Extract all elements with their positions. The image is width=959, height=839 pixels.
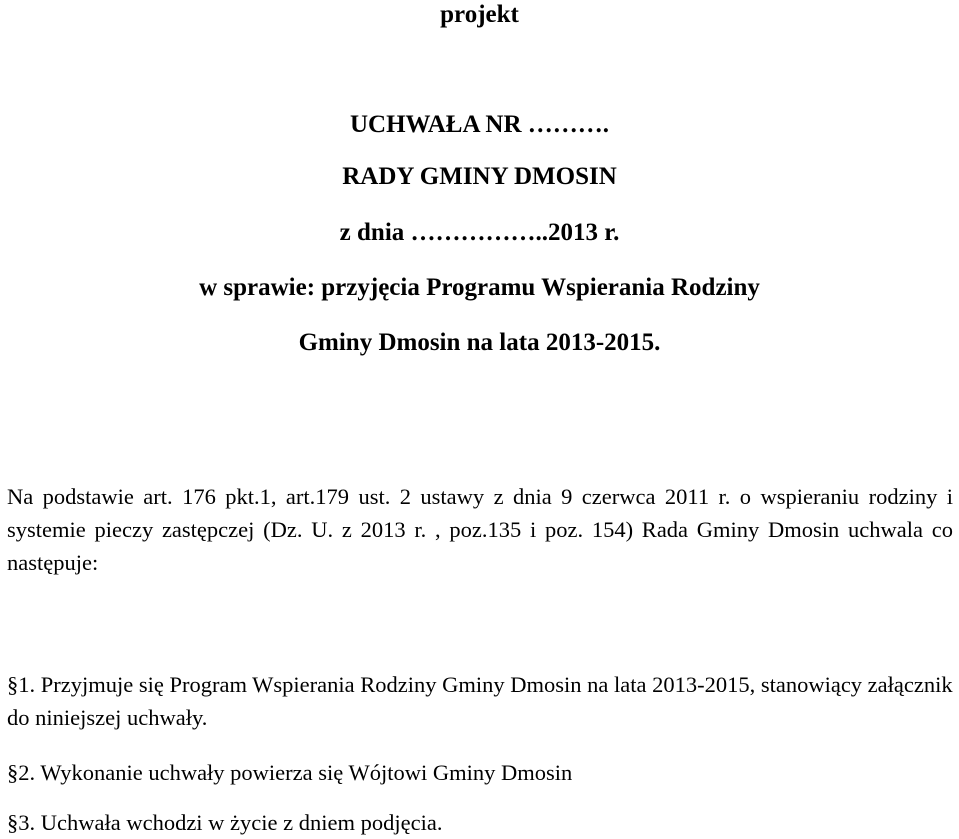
- section-1-paragraph: §1. Przyjmuje się Program Wspierania Rodziny Gminy Dmosin na lata 2013-2015, stanowiący załącznik do niniejszej uchwały.: [7, 672, 953, 730]
- resolution-date: z dnia ……………..2013 r.: [339, 219, 620, 246]
- resolution-subject-cont: Gminy Dmosin na lata 2013-2015.: [298, 329, 661, 356]
- draft-label: projekt: [440, 1, 519, 28]
- section-2-paragraph: §2. Wykonanie uchwały powierza się Wójtowi Gminy Dmosin: [7, 760, 573, 785]
- resolution-subject: w sprawie: przyjęcia Programu Wspierania Rodziny: [199, 274, 760, 301]
- legal-basis-paragraph: Na podstawie art. 176 pkt.1, art.179 ust. 2 ustawy z dnia 9 czerwca 2011 r. o wspieraniu rodziny i systemie pieczy zastępczej (Dz. U. z 2013 r. , poz.135 i poz. 154) Rada Gminy Dmosin uchwala co następuje:: [7, 484, 953, 575]
- section-3-paragraph: §3. Uchwała wchodzi w życie z dniem podjęcia.: [7, 810, 443, 835]
- council-name: RADY GMINY DMOSIN: [342, 163, 617, 190]
- resolution-number: UCHWAŁA NR ……….: [349, 111, 610, 138]
